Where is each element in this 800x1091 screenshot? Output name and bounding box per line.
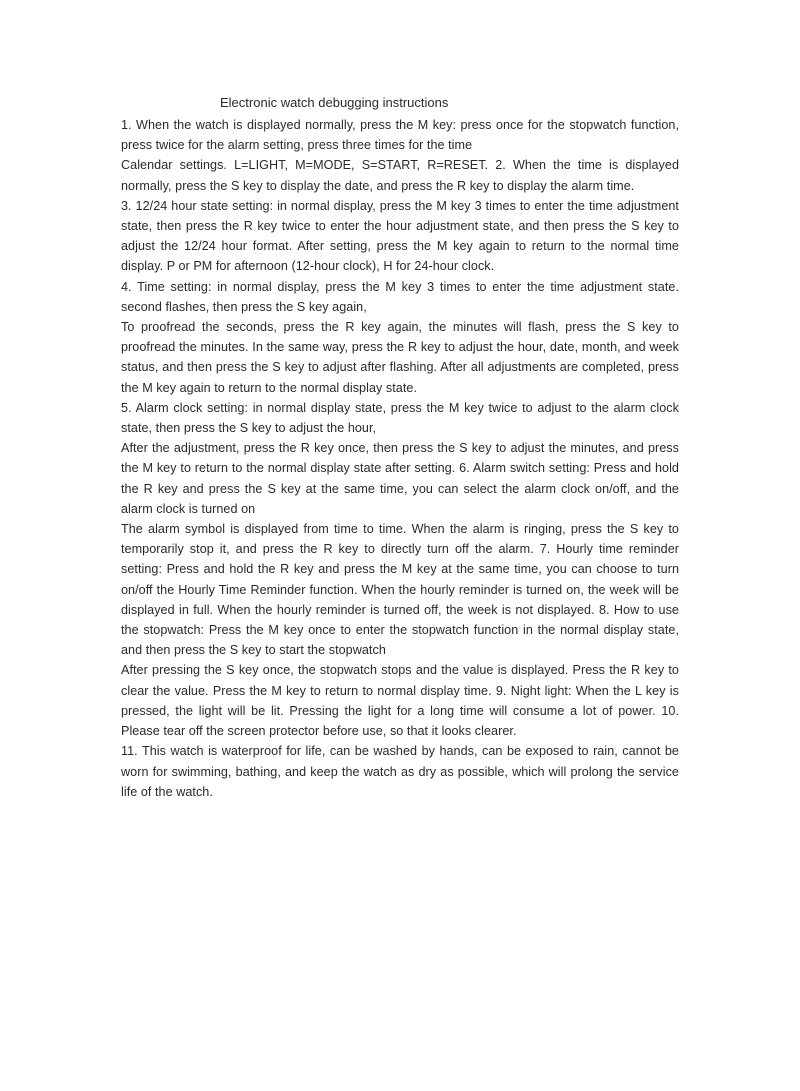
paragraph-5: To proofread the seconds, press the R key again, the minutes will flash, press the S key to proofread the minutes. In the same way, press the R key to adjust the hour, date, month, and week status, and then press the S key to adjust after flashing. After all adjustments are completed, press the M key again to return to the normal display state.	[121, 320, 679, 395]
paragraph-8: The alarm symbol is displayed from time to time. When the alarm is ringing, press the S key to temporarily stop it, and press the R key to directly turn off the alarm. 7. Hourly time reminder setting: Press and hold the R key and press the M key at the same time, you can choose to turn on/off the Hourly Time Reminder function. When the hourly reminder is turned on, the week will be displayed in full. When the hourly reminder is turned off, the week is not displayed. 8. How to use the stopwatch: Press the M key once to enter the stopwatch function in the normal display state, and then press the S key to start the stopwatch	[121, 522, 679, 658]
paragraph-7: After the adjustment, press the R key once, then press the S key to adjust the minutes, and press the M key to return to the normal display state after setting. 6. Alarm switch setting: Press and hold the R key and press the S key at the same time, you can select the alarm clock on/off, and the alarm clock is turned on	[121, 441, 679, 516]
paragraph-4: 4. Time setting: in normal display, press the M key 3 times to enter the time adjustment state. second flashes, then press the S key again,	[121, 279, 679, 314]
paragraph-6: 5. Alarm clock setting: in normal display state, press the M key twice to adjust to the alarm clock state, then press the S key to adjust the hour,	[121, 400, 679, 436]
document-body	[121, 115, 679, 802]
paragraph-1: 1. When the watch is displayed normally, press the M key: press once for the stopwatch function, press twice for the alarm setting, press three times for the time	[121, 118, 679, 153]
paragraph-3: 3. 12/24 hour state setting: in normal display, press the M key 3 times to enter the time adjustment state, then press the R key twice to enter the hour adjustment state, and then press the S key to adjust the 12/24 hour format. After setting, press the M key again to return to the normal time display. P or PM for afternoon (12-hour clock), H for 24-hour clock.	[121, 198, 679, 274]
paragraph-9: After pressing the S key once, the stopwatch stops and the value is displayed. Press the R key to clear the value. Press the M key to return to normal display time. 9. Night light: When the L key is pressed, the light will be lit. Pressing the light for a long time will consume a lot of power. 10. Please tear off the screen protector before use, so that it looks clearer.	[121, 663, 679, 739]
paragraph-2: Calendar settings. L=LIGHT, M=MODE, S=START, R=RESET. 2. When the time is displayed normally, press the S key to display the date, and press the R key to display the alarm time.	[121, 158, 679, 193]
paragraph-10: 11. This watch is waterproof for life, can be washed by hands, can be exposed to rain, cannot be worn for swimming, bathing, and keep the watch as dry as possible, which will prolong the service life of the watch.	[121, 744, 679, 799]
document-title: Electronic watch debugging instructions	[220, 95, 449, 110]
